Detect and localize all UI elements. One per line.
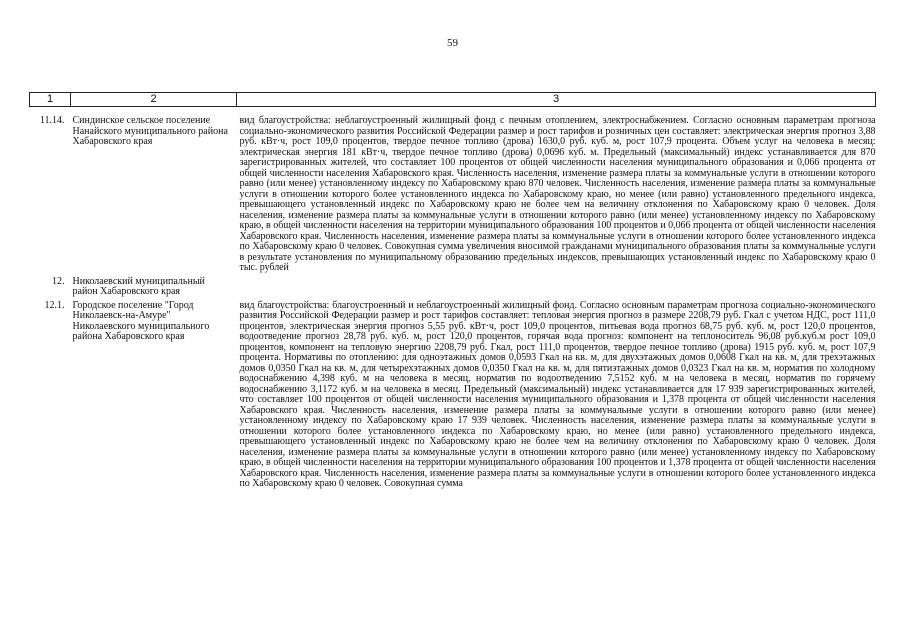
table-row	[30, 116, 876, 274]
row-description: вид благоустройства: благоустроенный и неблагоустроенный жилищный фонд. Согласно основным параметрам прогноза социально-экономического развития Российской Федерации размер и рост тарифов составляет: тепловая энергия прогноз в размере 2208,79 руб. Гкал с учетом НДС, рост 111,0 процентов, электрическая энергия прогноз 5,55 руб. кВт·ч, рост 109,0 процентов, питьевая вода прогноз 68,75 руб. куб. м, рост 120,0 процентов, водоотведение прогноз 28,78 руб. куб. м, рост 120,0 процентов, горячая вода прогноз: компонент на теплоноситель 96,08 руб.куб.м рост 109,0 процентов, компонент на тепловую энергию 2208,79 руб. Гкал, рост 111,0 процентов, твердое печное топливо (дрова) 1915 руб. куб. м, рост 107,9 процента. Нормативы по отоплению: для одноэтажных домов 0,0593 Гкал на кв. м, для двухэтажных домов 0,0608 Гкал на кв. м, для трехэтажных домов 0,0350 Гкал на кв. м, для четырехэтажных домов 0,0350 Гкал на кв. м, для пятиэтажных домов 0,0323 Гкал на кв. м, норматив по холодному водоснабжению 4,398 куб. м на человека в месяц, норматив по водоотведению 7,5152 куб. м на человека в месяц, норматив по горячему водоснабжению 3,1172 куб. м на человека в месяц. Предельный (максимальный) индекс устанавливается для 17 939 зарегистрированных жителей, что составляет 100 процентов от общей численности населения муниципального образования и 1,378 процента от общей численности населения Хабаровского края. Численность населения, изменение размера платы за коммунальные услуги в отношении которого равно (или менее) установленному индексу по Хабаровскому краю 17 939 человек. Численность населения, изменение размера платы за коммунальные услуги в отношении которого более установленного индекса по Хабаровскому краю, но менее (или равно) установленного предельного индекса, превышающего установленный индекс по Хабаровскому краю не более чем на величину отклонения по Хабаровскому краю 0 человек. Доля населения, изменение размера платы за коммунальные услуги в отношении которого равно (или менее) установленному индексу по Хабаровскому краю, в общей численности населения на территории муниципального образования 100 процентов и 1,378 процента от общей численности населения Хабаровского края. Численность населения, изменение размера платы за коммунальные услуги в отношении которого более установленного индекса по Хабаровскому краю 0 человек. Совокупная сумма	[239, 299, 876, 489]
table-row	[30, 301, 876, 490]
column-header-2: 2	[71, 93, 237, 107]
row-description: вид благоустройства: неблагоустроенный жилищный фонд с печным отоплением, электроснабжением. Согласно основным параметрам прогноза социально-экономического развития Российской Федерации размер и рост тарифов и розничных цен составляет: электрическая энергия прогноз 3,88 руб. кВт·ч, рост 109,0 процентов, твердое печное топливо (дрова) 1630,0 руб. куб. м, рост 107,9 процента. Объем услуг на человека в месяц: электрическая энергия 181 кВт·ч, твердое печное топливо (дрова) 0,0696 куб. м. Предельный (максимальный) индекс устанавливается для 870 зарегистрированных жителей, что составляет 100 процентов от общей численности населения муниципального образования и 0,066 процента от общей численности населения Хабаровского края. Численность населения, изменение размера платы за коммунальные услуги в отношении которого равно (или менее) установленному индексу по Хабаровскому краю 870 человек. Численность населения, изменение размера платы за коммунальные услуги в отношении которого более установленного индекса по Хабаровскому краю, но менее (или равно) установленного предельного индекса, превышающего установленный индекс по Хабаровскому краю не более чем на величину отклонения по Хабаровскому краю 0 человек. Доля населения, изменение размера платы за коммунальные услуги в отношении которого равно (или менее) установленному индексу по Хабаровскому краю, в общей численности населения на территории муниципального образования 100 процентов и 0,066 процента от общей численности населения Хабаровского края. Численность населения, изменение размера платы за коммунальные услуги в отношении которого более установленного индекса по Хабаровскому краю 0 человек. Совокупная сумма увеличения вносимой гражданами муниципального образования платы за коммунальные услуги в результате установления по муниципальному образованию предельных индексов, превышающих установленный индекс по Хабаровскому краю 0 тыс. рублей	[239, 115, 876, 273]
municipality-name: Городское поселение "Город Николаевск-на-Амуре" Николаевского муниципального района Хабаровского края	[72, 299, 210, 342]
municipality-name: Николаевский муниципальный район Хабаровского края	[72, 275, 205, 297]
row-description	[237, 277, 876, 298]
row-number: 12.1.	[44, 299, 65, 311]
row-number: 11.14.	[39, 115, 65, 126]
row-number: 12.	[52, 275, 65, 287]
page-number: 59	[447, 37, 458, 49]
column-header-1: 1	[30, 93, 71, 107]
municipality-name: Синдинское сельское поселение Нанайского муниципального района Хабаровского края	[72, 115, 228, 147]
table-header	[30, 93, 876, 107]
column-header-3: 3	[237, 93, 876, 107]
data-table	[29, 92, 876, 490]
table-row	[30, 277, 876, 298]
